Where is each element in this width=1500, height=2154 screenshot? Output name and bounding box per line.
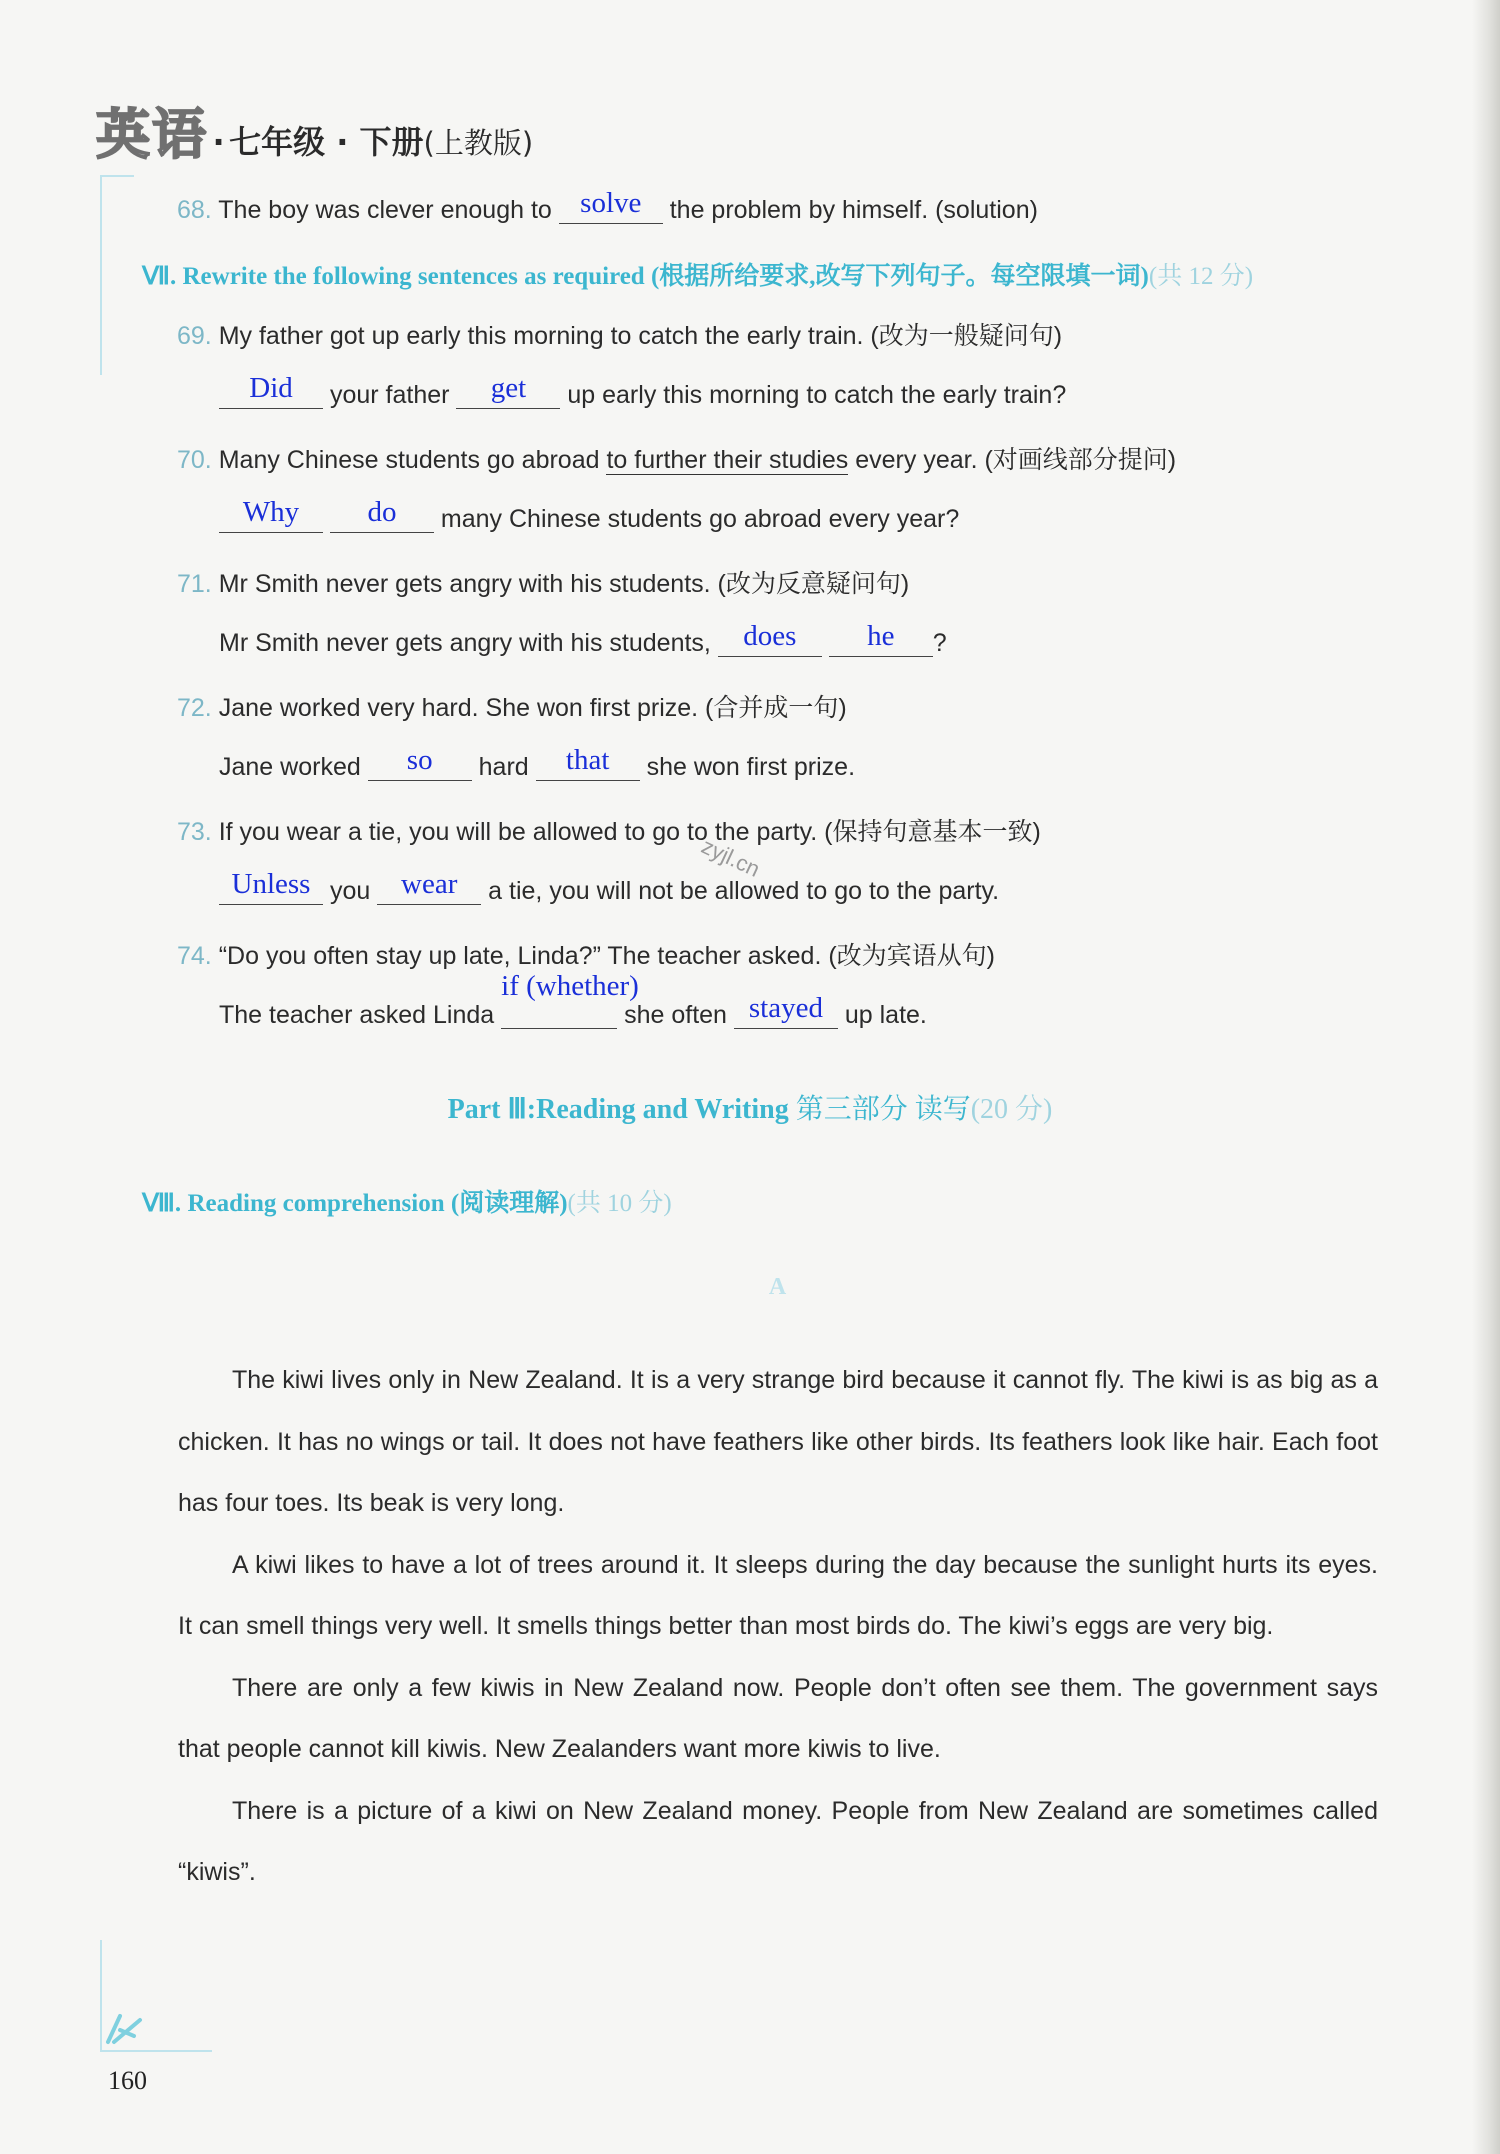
passage-label: A <box>768 1274 787 1300</box>
margin-decoration <box>100 175 102 375</box>
question-70-answer-line <box>219 496 960 534</box>
question-text: My father got up early this morning to catch the early train. (改为一般疑问句) <box>218 322 1063 350</box>
answer-text: get <box>490 372 527 404</box>
question-number: 71. <box>177 570 212 598</box>
book-header <box>96 92 533 169</box>
question-text: every year. (对画线部分提问) <box>855 446 1177 474</box>
section-title: Rewrite the following sentences as required <box>182 263 645 290</box>
subject-title: 英语 <box>96 103 208 166</box>
line-text: hard <box>478 753 529 781</box>
answer-blank <box>501 970 639 1029</box>
question-72 <box>177 688 847 724</box>
question-69 <box>177 316 1062 352</box>
question-text: The boy was clever enough to <box>218 196 552 224</box>
answer-blank <box>368 744 472 781</box>
question-73 <box>177 812 1041 848</box>
grade-separator: · <box>212 123 225 161</box>
question-number: 70. <box>177 446 212 474</box>
answer-text: stayed <box>748 992 823 1024</box>
passage-paragraph: There are only a few kiwis in New Zealand now. People don’t often see them. The government says that people cannot kill kiwis. New Zealanders want more kiwis to live. <box>178 1673 1378 1763</box>
answer-text: Why <box>242 496 300 528</box>
margin-decoration-h <box>100 175 134 177</box>
answer-blank <box>377 868 481 905</box>
edition-label: (上教版) <box>423 126 534 160</box>
question-69-answer-line <box>219 372 1067 410</box>
answer-text: if (whether) <box>501 970 639 1002</box>
answer-blank <box>829 620 933 657</box>
question-number: 69. <box>177 322 212 350</box>
answer-text: he <box>867 620 895 652</box>
passage-paragraph: There is a picture of a kiwi on New Zealand money. People from New Zealand are sometimes called “kiwis”. <box>178 1796 1378 1886</box>
question-70 <box>177 440 1176 476</box>
answer-text: solve <box>580 187 642 219</box>
section-8-heading <box>142 1183 672 1219</box>
part-title: Part Ⅲ:Reading and Writing <box>447 1094 789 1125</box>
line-text: Mr Smith never gets angry with his students, <box>219 629 711 657</box>
answer-blank <box>456 372 560 409</box>
footer-decoration-h <box>100 2050 212 2052</box>
line-text: Jane worked <box>219 753 361 781</box>
answer-blank <box>219 496 323 533</box>
passage-paragraph: A kiwi likes to have a lot of trees around it. It sleeps during the day because the sunlight hurts its eyes. It can smell things very well. It smells things better than most birds do. The kiwi’s eggs are very big. <box>178 1550 1378 1640</box>
part-3-heading <box>0 1087 1500 1127</box>
section-instruction: (阅读理解) <box>450 1190 568 1217</box>
question-71 <box>177 564 909 600</box>
line-text: your father <box>329 381 450 409</box>
line-text: up early this morning to catch the early train? <box>567 381 1067 409</box>
question-text: “Do you often stay up late, Linda?” The teacher asked. (改为宾语从句) <box>218 942 996 970</box>
section-numeral: Ⅶ. <box>142 263 177 290</box>
question-text: Many Chinese students go abroad <box>218 446 600 474</box>
footer-leaf-icon <box>104 2010 144 2046</box>
part-score: (20 分) <box>970 1094 1053 1125</box>
question-number: 68. <box>177 196 212 224</box>
line-text: ? <box>932 629 947 657</box>
question-68 <box>177 187 1038 225</box>
question-number: 73. <box>177 818 212 846</box>
line-text: you <box>329 877 371 905</box>
line-text: she often <box>624 1001 727 1029</box>
grade-title: 七年级 · 下册 <box>229 123 424 161</box>
question-74-answer-line <box>219 970 927 1030</box>
section-score: (共 12 分) <box>1148 263 1254 290</box>
answer-text: Unless <box>231 868 311 900</box>
answer-blank <box>330 496 434 533</box>
passage-paragraph: The kiwi lives only in New Zealand. It is a very strange bird because it cannot fly. The kiwi is as big as a chicken. It has no wings or tail. It does not have feathers like other birds. Its feathers look like hair. Each foot has four toes. Its beak is very long. <box>178 1366 1378 1517</box>
line-text: many Chinese students go abroad every year? <box>440 505 960 533</box>
section-score: (共 10 分) <box>567 1190 672 1217</box>
line-text: she won first prize. <box>646 753 856 781</box>
answer-blank <box>219 868 323 905</box>
answer-blank <box>734 992 838 1029</box>
section-numeral: Ⅷ. <box>142 1190 182 1217</box>
line-text: The teacher asked Linda <box>219 1001 495 1029</box>
underlined-phrase: to further their studies <box>606 446 849 474</box>
line-text: up late. <box>844 1001 927 1029</box>
question-text: If you wear a tie, you will be allowed to go to the party. (保持句意基本一致) <box>218 818 1041 846</box>
question-73-answer-line <box>219 868 1000 906</box>
question-number: 74. <box>177 942 212 970</box>
answer-text: that <box>565 744 610 776</box>
question-71-answer-line <box>219 620 947 658</box>
answer-blank <box>219 372 323 409</box>
reading-passage <box>178 1350 1378 1904</box>
part-title-cn: 第三部分 读写 <box>795 1094 971 1125</box>
question-72-answer-line <box>219 744 856 782</box>
question-74 <box>177 936 995 972</box>
answer-blank <box>559 187 663 224</box>
question-text: Mr Smith never gets angry with his students. (改为反意疑问句) <box>218 570 910 598</box>
answer-text: do <box>367 496 397 528</box>
answer-blank <box>718 620 822 657</box>
question-number: 72. <box>177 694 212 722</box>
answer-text: so <box>406 744 433 776</box>
footer-decoration <box>100 1940 102 2050</box>
section-title: Reading comprehension <box>187 1190 445 1217</box>
answer-text: Did <box>249 372 293 404</box>
section-7-heading <box>142 256 1253 292</box>
answer-text: wear <box>401 868 458 900</box>
question-text: the problem by himself. (solution) <box>669 196 1038 224</box>
watermark: zyjl.cn <box>697 833 764 882</box>
line-text: a tie, you will not be allowed to go to the party. <box>488 877 1000 905</box>
question-text: Jane worked very hard. She won first prize. (合并成一句) <box>218 694 847 722</box>
page-edge-shadow <box>1472 0 1500 2154</box>
section-instruction: (根据所给要求,改写下列句子。每空限填一词) <box>650 263 1149 290</box>
answer-text: does <box>743 620 797 652</box>
answer-blank <box>536 744 640 781</box>
page-number: 160 <box>108 2066 147 2095</box>
